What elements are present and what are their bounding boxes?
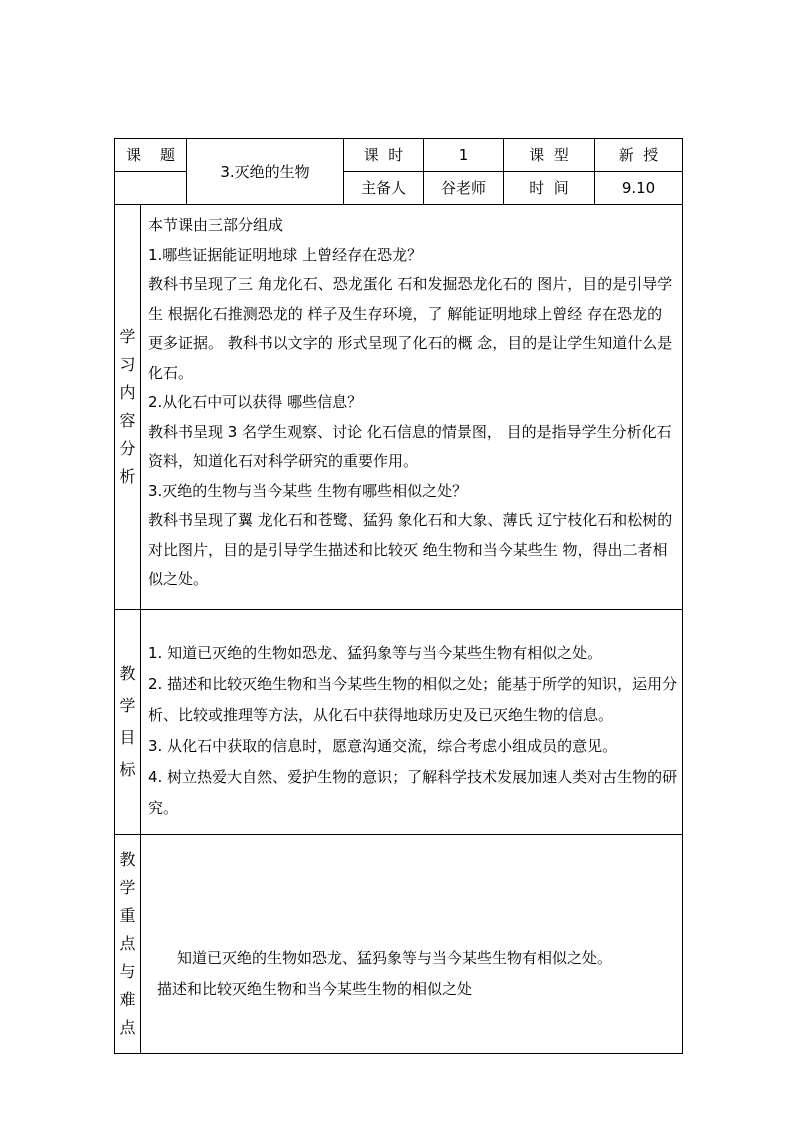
keypoints-label xyxy=(115,846,140,1042)
goal-item: 3. 从化石中获取的信息时，愿意沟通交流，综合考虑小组成员的意见。 xyxy=(148,737,618,755)
time-label-cell xyxy=(504,172,595,205)
label-char: 标 xyxy=(119,760,136,779)
keypoints-label-cell xyxy=(115,835,141,1054)
time-value: 9.10 xyxy=(621,179,656,197)
analysis-paragraph: 本节课由三部分组成 xyxy=(148,216,284,234)
period-label: 课 时 xyxy=(363,146,404,164)
label-char: 习 xyxy=(119,355,136,374)
keypoints-content xyxy=(141,835,683,1054)
topic-label-cell xyxy=(115,139,187,172)
type-value: 新 授 xyxy=(618,146,659,164)
label-char: 目 xyxy=(119,728,136,747)
time-value-cell xyxy=(595,172,683,205)
keypoint-line: 描述和比较灭绝生物和当今某些生物的相似之处 xyxy=(157,980,473,998)
analysis-row xyxy=(115,205,683,610)
topic-value-cell xyxy=(187,139,344,205)
analysis-paragraph: 教科书呈现了翼 龙化石和苍鹭、猛犸 象化石和大象、薄氏 辽宁枝化石和松树的 对比图片，目的是引导学生描述和比较灭 绝生物和当今某些生 物，得出二者相似之处。 xyxy=(148,511,673,588)
lesson-plan-table xyxy=(114,138,683,1054)
goal-item: 1. 知道已灭绝的生物如恐龙、猛犸象等与当今某些生物有相似之处。 xyxy=(148,644,603,662)
label-char: 容 xyxy=(119,411,136,430)
label-char: 点 xyxy=(119,1018,136,1037)
analysis-label-cell xyxy=(115,205,141,610)
analysis-paragraph: 1.哪些证据能证明地球 上曾经存在恐龙？ xyxy=(148,245,423,264)
label-char: 难 xyxy=(119,990,136,1009)
type-value-cell xyxy=(595,139,683,172)
goals-row xyxy=(115,610,683,835)
goal-item: 4. 树立热爱大自然、爱护生物的意识；了解科学技术发展加速人类对古生物的研究。 xyxy=(148,768,678,817)
type-label: 课 型 xyxy=(529,146,569,164)
analysis-content xyxy=(141,205,683,610)
topic-label: 课 题 xyxy=(125,146,176,164)
label-char: 重 xyxy=(119,906,136,925)
label-char: 教 xyxy=(119,664,136,683)
goals-content xyxy=(141,610,683,835)
topic-label-filler xyxy=(115,172,187,205)
label-char: 教 xyxy=(119,850,136,869)
period-value-cell xyxy=(424,139,504,172)
keypoints-row xyxy=(115,835,683,1054)
analysis-paragraph: 3.灭绝的生物与当今某些 生物有哪些相似之处？ xyxy=(148,481,468,500)
analysis-paragraph: 教科书呈现了三 角龙化石、恐龙蛋化 石和发掘恐龙化石的 图片，目的是引导学生 根据化石推测恐龙的 样子及生存环境，了 解能证明地球上曾经 存在恐龙的更多证据。 教科书以文字的 形式呈现了化石的概 念，目的是让学生知道什么是化石。 xyxy=(148,275,673,382)
label-char: 学 xyxy=(119,878,136,897)
label-char: 学 xyxy=(119,327,136,346)
label-char: 学 xyxy=(119,696,136,715)
label-char: 点 xyxy=(119,934,136,953)
preparer-label-cell xyxy=(344,172,424,205)
label-char: 析 xyxy=(119,467,136,486)
preparer-value-cell xyxy=(424,172,504,205)
goal-item: 2. 描述和比较灭绝生物和当今某些生物的相似之处；能基于所学的知识，运用分析、比较或推理等方法，从化石中获得地球历史及已灭绝生物的信息。 xyxy=(148,675,678,724)
time-label: 时 间 xyxy=(529,179,569,197)
keypoint-line: 知道已灭绝的生物如恐龙、猛犸象等与当今某些生物有相似之处。 xyxy=(177,949,613,967)
goals-label xyxy=(115,658,140,786)
period-label-cell xyxy=(344,139,424,172)
header-row-1 xyxy=(115,139,683,172)
label-char: 与 xyxy=(119,962,136,981)
label-char: 内 xyxy=(119,383,136,402)
period-value: 1 xyxy=(458,146,469,164)
goals-label-cell xyxy=(115,610,141,835)
label-char: 分 xyxy=(119,439,136,458)
type-label-cell xyxy=(504,139,595,172)
analysis-paragraph: 2.从化石中可以获得 哪些信息？ xyxy=(148,393,363,411)
analysis-paragraph: 教科书呈现 3 名学生观察、讨论 化石信息的情景图， 目的是指导学生分析化石资料，知道化石对科学研究的重要作用。 xyxy=(148,422,672,470)
preparer-label: 主备人 xyxy=(361,179,407,197)
topic-value: 3.灭绝的生物 xyxy=(220,162,310,181)
analysis-label xyxy=(115,323,140,491)
preparer-value: 谷老师 xyxy=(441,179,487,197)
